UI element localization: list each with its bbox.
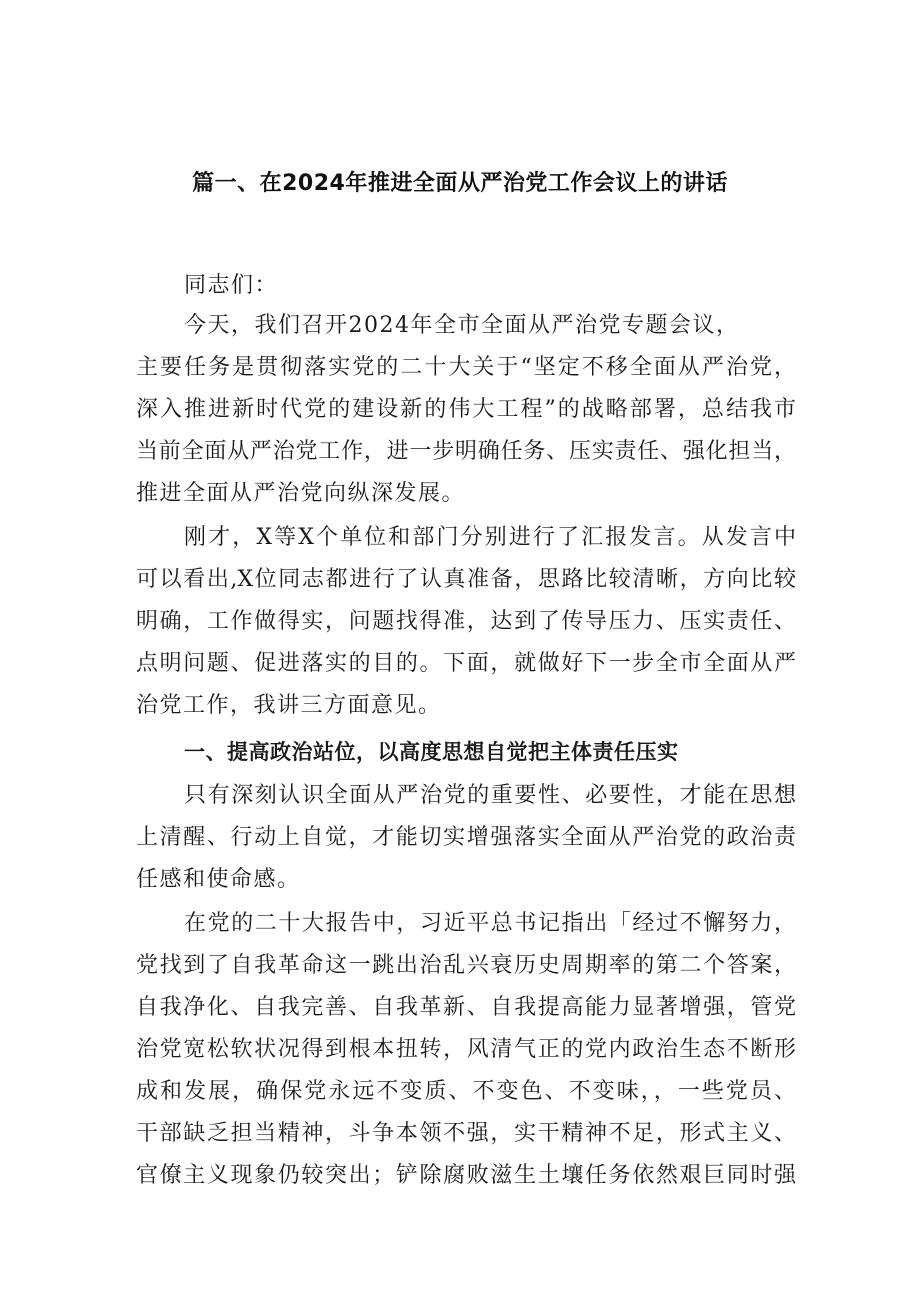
text-line: 治党工作，我讲三方面意见。 [136, 693, 442, 718]
text-line: 刚才，X等X个单位和部门分别进行了汇报发言。从发言中 [184, 525, 796, 550]
text-line: 同志们： [184, 273, 279, 298]
text-line: 成和发展，确保党永远不变质、不变色、不变味，，一些党员、 [136, 1079, 796, 1104]
text-line: 只有深刻认识全面从严治党的重要性、必要性，才能在思想 [184, 783, 796, 808]
text-line: 当前全面从严治党工作，进一步明确任务、压实责任、强化担当， [136, 439, 796, 464]
text-line: 官僚主义现象仍较突出；铲除腐败滋生土壤任务依然艰巨同时强 [136, 1163, 796, 1188]
text-line: 党找到了自我革命这一跳出治乱兴衰历史周期率的第二个答案， [136, 953, 796, 978]
section-heading: 一、提高政治站位，以高度思想自觉把主体责任压实 [184, 740, 679, 764]
text-line: 今天，我们召开2024年全市全面从严治党专题会议， [184, 313, 740, 338]
text-line: 自我净化、自我完善、自我革新、自我提高能力显著增强，管党 [136, 995, 796, 1020]
document-title: 篇一、在2024年推进全面从严治党工作会议上的讲话 [192, 171, 728, 196]
text-line: 上清醒、行动上自觉，才能切实增强落实全面从严治党的政治责 [136, 825, 796, 850]
text-line: 点明问题、促进落实的目的。下面，就做好下一步全市全面从严 [136, 651, 796, 676]
text-line: 深入推进新时代党的建设新的伟大工程”的战略部署，总结我市 [136, 397, 796, 422]
text-line: 推进全面从严治党向纵深发展。 [136, 481, 466, 506]
text-line: 治党宽松软状况得到根本扭转，风清气正的党内政治生态不断形 [136, 1037, 796, 1062]
text-line: 在党的二十大报告中，习近平总书记指出「经过不懈努力， [184, 911, 796, 936]
text-line: 主要任务是贯彻落实党的二十大关于“坚定不移全面从严治党， [136, 355, 796, 380]
text-line: 明确，工作做得实，问题找得准，达到了传导压力、压实责任、 [136, 609, 796, 634]
text-line: 干部缺乏担当精神，斗争本领不强，实干精神不足，形式主义、 [136, 1121, 796, 1146]
text-line: 任感和使命感。 [136, 867, 301, 892]
text-line: 可以看出,X位同志都进行了认真准备，思路比较清晰，方向比较 [136, 567, 796, 592]
